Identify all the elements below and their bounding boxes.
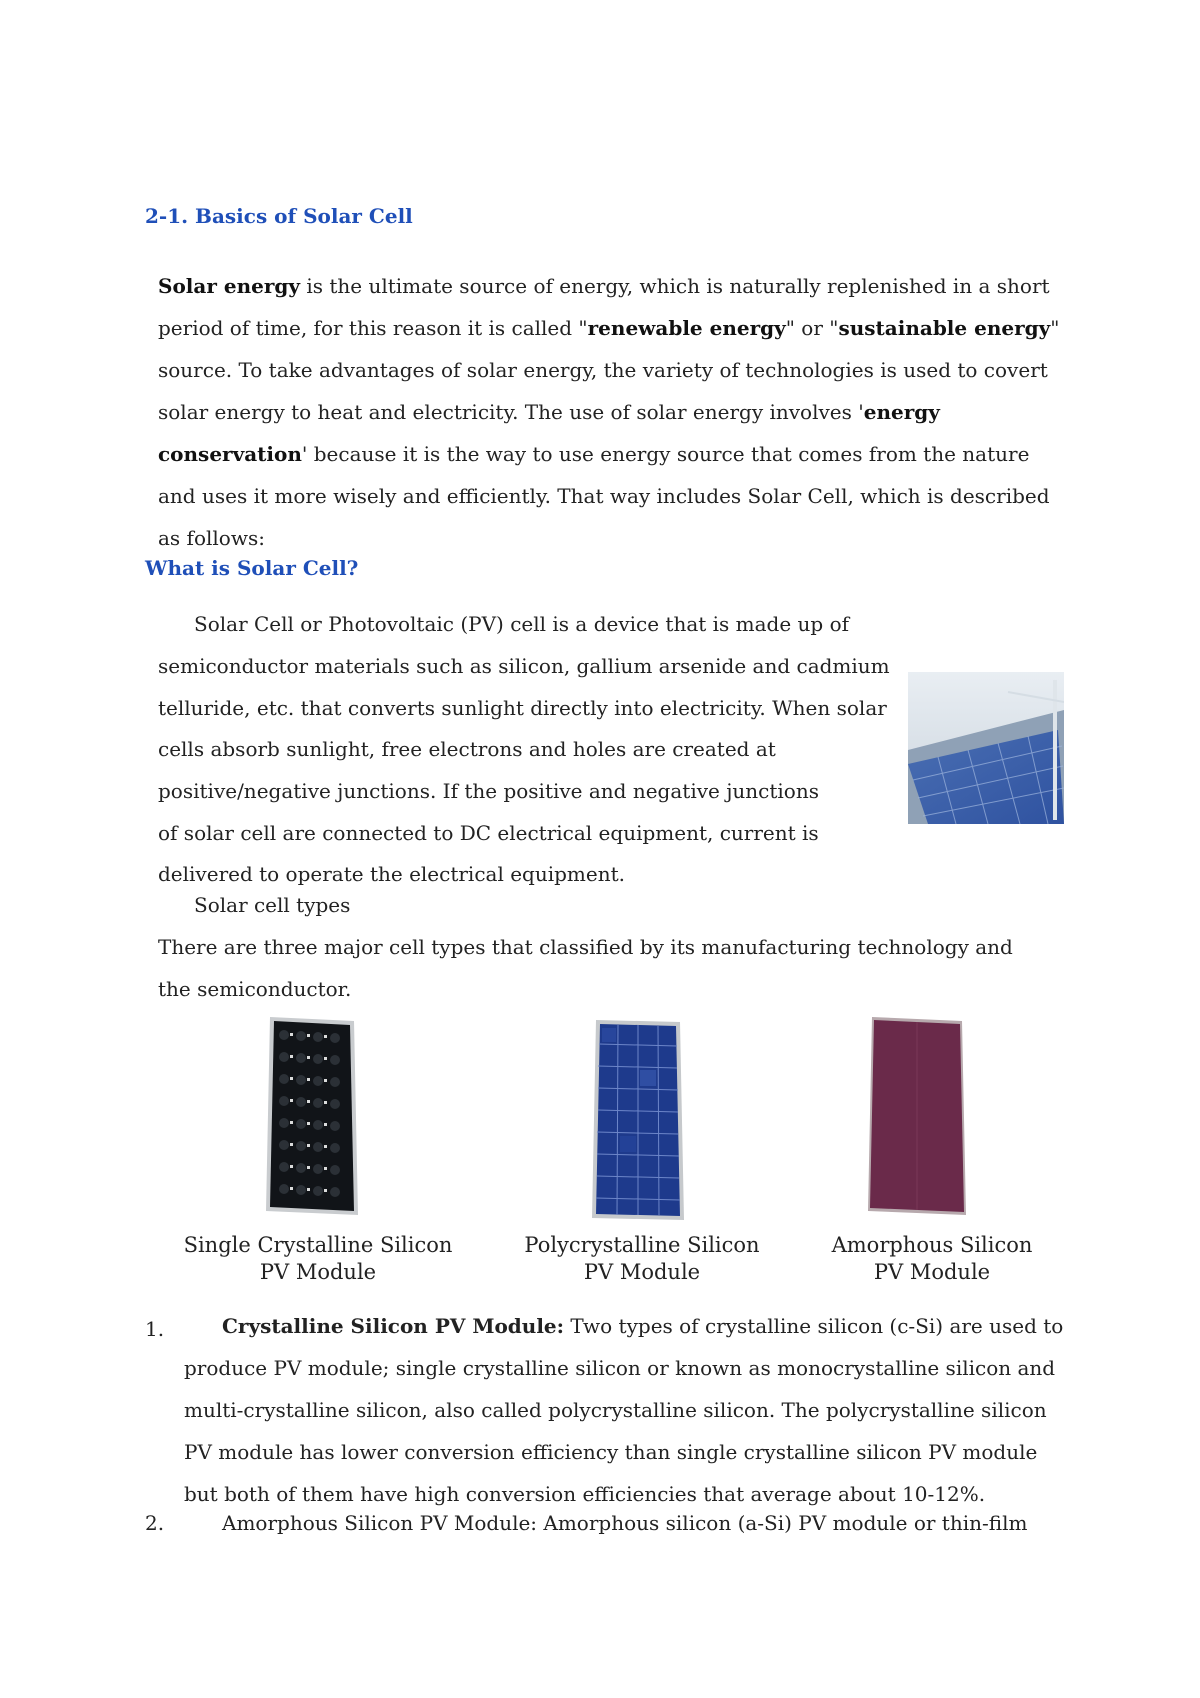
term-solar-energy: Solar energy bbox=[158, 274, 300, 298]
single-crystalline-panel-image bbox=[262, 1015, 362, 1220]
what-line: delivered to operate the electrical equipment. bbox=[158, 862, 626, 886]
what-line: cells absorb sunlight, free electrons and holes are created at bbox=[158, 737, 776, 761]
caption-amorphous: Amorphous Silicon PV Module bbox=[831, 1233, 1033, 1284]
list-item-amorphous: Amorphous Silicon PV Module: Amorphous silicon (a-Si) PV module or thin-film bbox=[222, 1511, 1028, 1535]
solar-array-photo bbox=[908, 672, 1064, 824]
amorphous-panel-image bbox=[862, 1015, 972, 1220]
polycrystalline-panel-image bbox=[588, 1018, 688, 1223]
caption-polycrystalline: Polycrystalline Silicon PV Module bbox=[524, 1233, 760, 1284]
list-number: 1. bbox=[145, 1317, 165, 1341]
caption-single-crystalline: Single Crystalline Silicon PV Module bbox=[183, 1233, 453, 1284]
what-heading: What is Solar Cell? bbox=[145, 556, 359, 580]
list-number: 2. bbox=[145, 1511, 165, 1535]
what-line: positive/negative junctions. If the positive and negative junctions bbox=[158, 779, 819, 803]
list-item-crystalline: Crystalline Silicon PV Module: Two types of crystalline silicon (c-Si) are used to produce PV module; single crystalline silicon or known as monocrystalline silicon and multi-crystalline silicon, also called polycrystalline silicon. The polycrystalline silicon PV module has lower conversion efficiency than single crystalline silicon PV module but both of them have high conversion efficiencies that average about 10-12%. bbox=[184, 1314, 1064, 1506]
what-line: Solar Cell or Photovoltaic (PV) cell is a device that is made up of bbox=[194, 612, 850, 636]
intro-paragraph: Solar energy is the ultimate source of energy, which is naturally replenished in a short period of time, for this reason it is called "renewable energy" or "sustainable energy" source. To take advantages of solar energy, the variety of technologies is used to covert solar energy to heat and electricity. The use of solar energy involves 'energy conservation' because it is the way to use energy source that comes from the nature and uses it more wisely and efficiently. That way includes Solar Cell, which is described as follows: bbox=[158, 274, 1060, 550]
term-renewable-energy: renewable energy bbox=[587, 316, 786, 340]
types-intro: There are three major cell types that classified by its manufacturing technology and the semiconductor. bbox=[158, 935, 1013, 1001]
what-line: semiconductor materials such as silicon, gallium arsenide and cadmium bbox=[158, 654, 890, 678]
what-line: of solar cell are connected to DC electrical equipment, current is bbox=[158, 821, 819, 845]
section-title: 2-1. Basics of Solar Cell bbox=[145, 204, 413, 228]
term-sustainable-energy: sustainable energy bbox=[838, 316, 1051, 340]
term-energy-conservation: energy conservation bbox=[158, 400, 940, 466]
types-label: Solar cell types bbox=[194, 893, 351, 917]
what-line: telluride, etc. that converts sunlight directly into electricity. When solar bbox=[158, 696, 887, 720]
list-item-title: Crystalline Silicon PV Module: bbox=[222, 1314, 565, 1338]
